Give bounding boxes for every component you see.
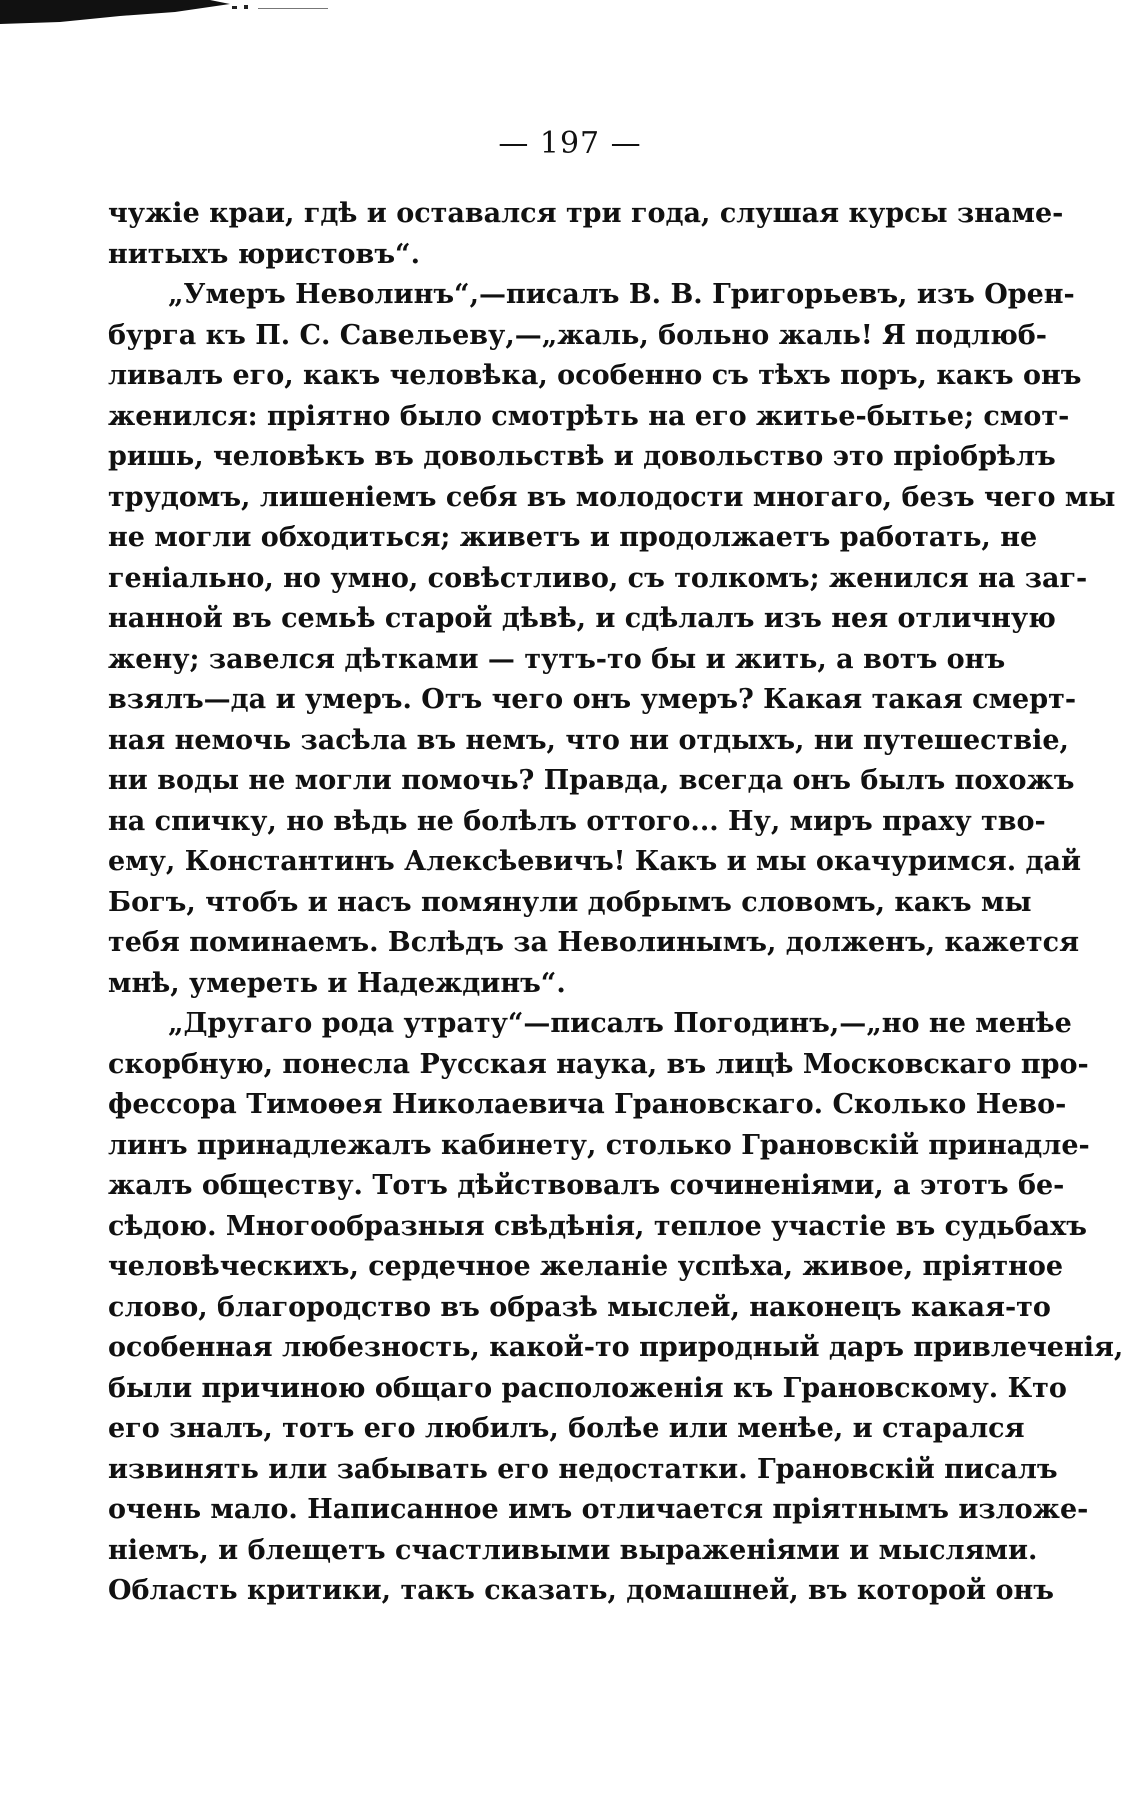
body-text: [108, 194, 1124, 1612]
text-line: ему, Константинъ Алексѣевичъ! Какъ и мы окачуримся. дай: [108, 846, 1082, 877]
text-line: ніемъ, и блещетъ счастливыми выраженіями и мыслями.: [108, 1534, 1038, 1566]
text-line: „Другаго рода утрату“—писалъ Погодинъ,—„но не менѣе: [168, 1008, 1072, 1039]
text-line: чужіе краи, гдѣ и оставался три года, слушая курсы знаме-: [108, 198, 1064, 229]
text-line: геніально, но умно, совѣстливо, съ толкомъ; женился на заг-: [108, 562, 1088, 594]
text-line: „Умеръ Неволинъ“,—писалъ В. В. Григорьевъ, изъ Орен-: [168, 279, 1075, 310]
text-line: нанной въ семьѣ старой дѣвѣ, и сдѣлалъ изъ нея отличную: [108, 603, 1056, 634]
text-line: человѣческихъ, сердечное желаніе успѣха, живое, пріятное: [108, 1251, 1064, 1282]
page-number: — 197 —: [498, 126, 642, 161]
text-line: были причиною общаго расположенія къ Грановскому. Кто: [108, 1372, 1067, 1404]
text-line: скорбную, понесла Русская наука, въ лицѣ Московскаго про-: [108, 1048, 1089, 1080]
text-line: ливалъ его, какъ человѣка, особенно съ тѣхъ поръ, какъ онъ: [108, 360, 1082, 391]
text-line: мнѣ, умереть и Надеждинъ“.: [108, 967, 566, 999]
text-line: слово, благородство въ образѣ мыслей, наконецъ какая-то: [108, 1291, 1051, 1323]
text-line: жену; завелся дѣтками — тутъ-то бы и жить, а вотъ онъ: [108, 643, 1006, 675]
text-line: не могли обходиться; живетъ и продолжаетъ работать, не: [108, 522, 1038, 553]
text-line: тебя поминаемъ. Вслѣдъ за Неволинымъ, долженъ, кажется: [108, 927, 1080, 958]
text-line: ришь, человѣкъ въ довольствѣ и довольство это пріобрѣлъ: [108, 441, 1056, 472]
text-line: особенная любезность, какой-то природный даръ привлеченія,: [108, 1332, 1124, 1363]
text-line: на спичку, но вѣдь не болѣлъ оттого... Ну, миръ праху тво-: [108, 805, 1046, 837]
text-line: Богъ, чтобъ и насъ помянули добрымъ словомъ, какъ мы: [108, 886, 1032, 918]
text-line: женился: пріятно было смотрѣть на его житье-бытье; смот-: [108, 400, 1070, 432]
text-line: линъ принадлежалъ кабинету, столько Грановскій принадле-: [108, 1129, 1090, 1161]
text-line: извинять или забывать его недостатки. Грановскій писалъ: [108, 1453, 1058, 1485]
text-line: очень мало. Написанное имъ отличается пріятнымъ изложе-: [108, 1494, 1089, 1525]
text-line: нитыхъ юристовъ“.: [108, 238, 420, 270]
text-line: ни воды не могли помочь? Правда, всегда онъ былъ похожъ: [108, 765, 1075, 796]
text-line: фессора Тимоѳея Николаевича Грановскаго. Сколько Нево-: [108, 1089, 1067, 1120]
text-line: взялъ—да и умеръ. Отъ чего онъ умеръ? Какая такая смерт-: [108, 684, 1077, 715]
text-line: Область критики, такъ сказать, домашней, въ которой онъ: [108, 1575, 1054, 1606]
text-line: ная немочь засѣла въ немъ, что ни отдыхъ, ни путешествіе,: [108, 724, 1069, 756]
text-line: сѣдою. Многообразныя свѣдѣнія, теплое участіе въ судьбахъ: [108, 1210, 1087, 1242]
text-line: жалъ обществу. Тотъ дѣйствовалъ сочиненіями, а этотъ бе-: [108, 1170, 1065, 1201]
text-line: бурга къ П. С. Савельеву,—„жаль, больно жаль! Я подлюб-: [108, 319, 1048, 351]
scan-edge-mark: [0, 0, 330, 26]
text-line: трудомъ, лишеніемъ себя въ молодости многаго, безъ чего мы: [108, 481, 1116, 513]
text-line: его зналъ, тотъ его любилъ, болѣе или менѣе, и старался: [108, 1413, 1025, 1444]
